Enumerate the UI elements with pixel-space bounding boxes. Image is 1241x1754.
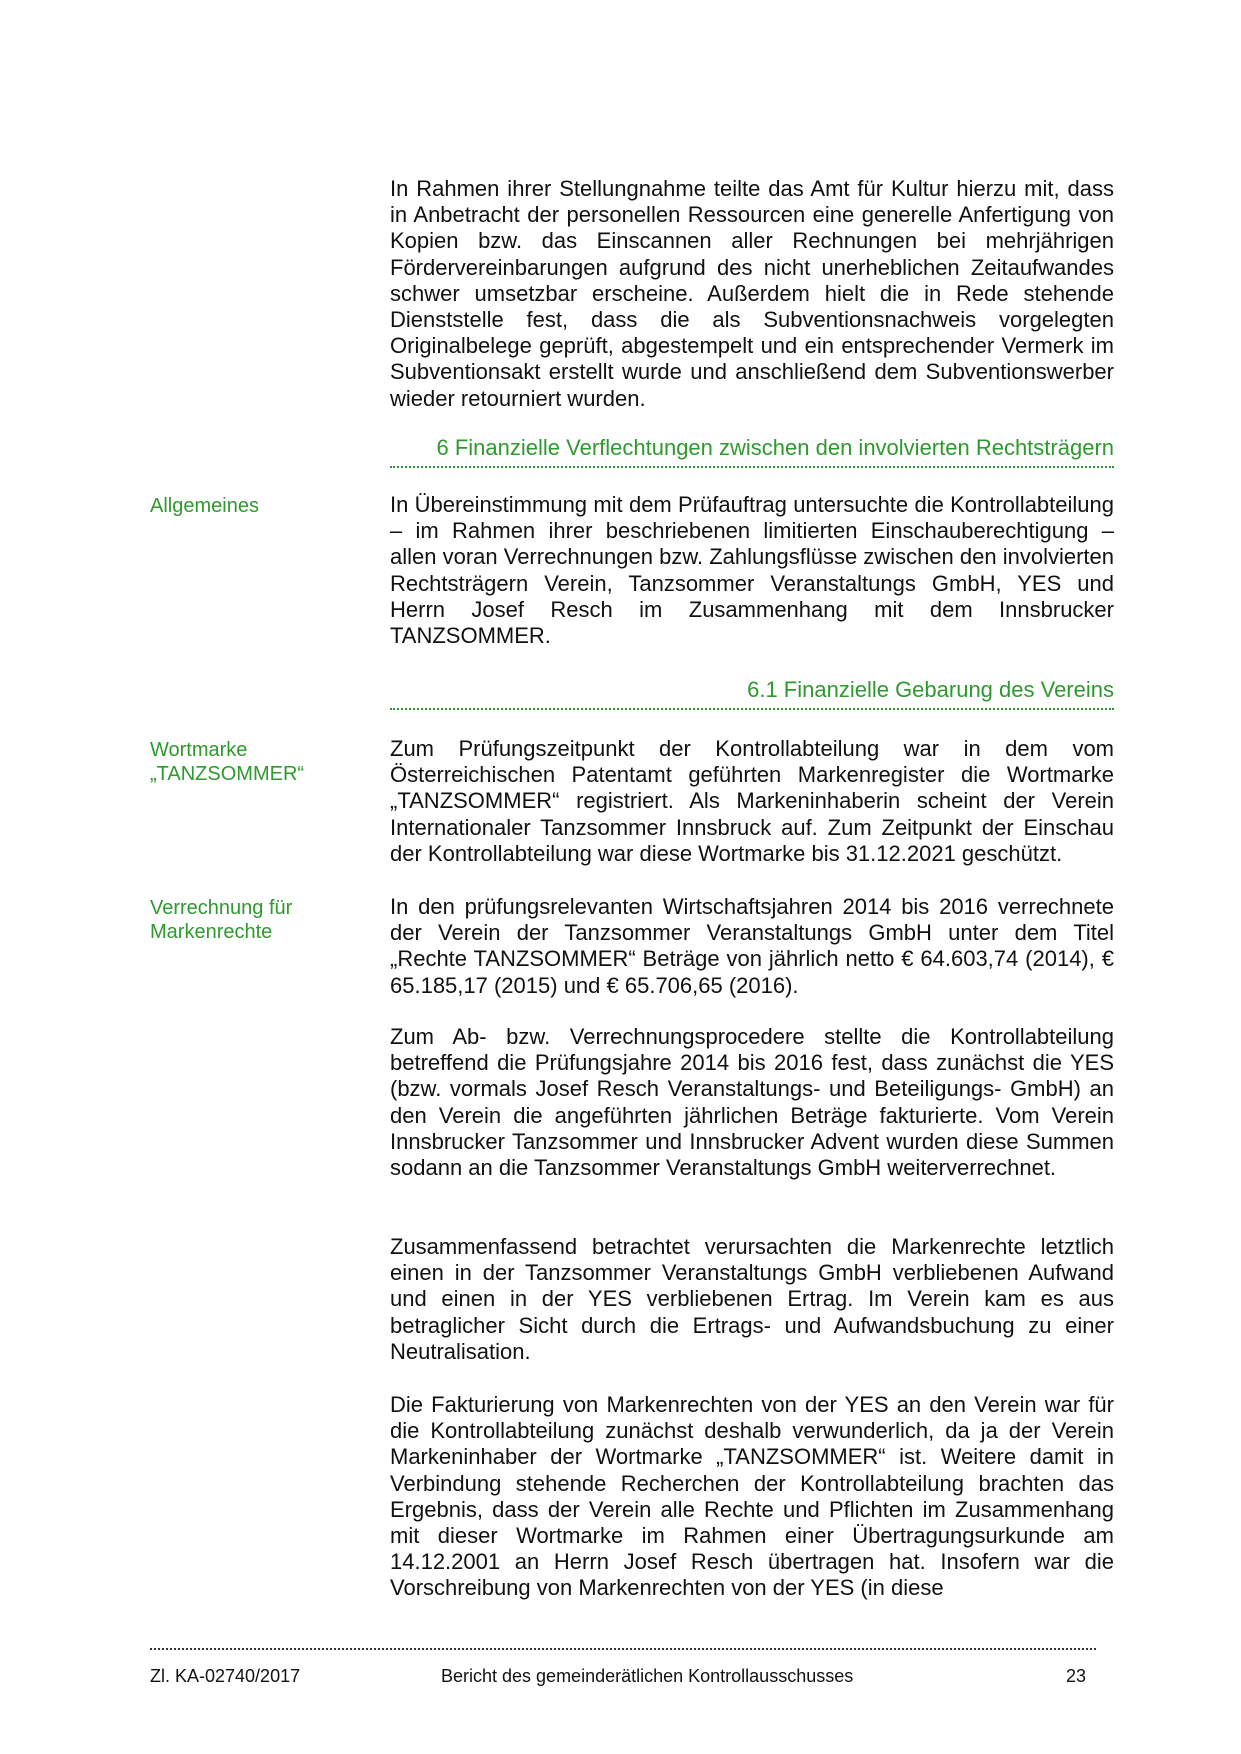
paragraph-verrechnungsprocedere: Zum Ab- bzw. Verrechnungsprocedere stellte die Kontrollabteilung betreffend die Prüfungsjahre 2014 bis 2016 fest, dass zunächst die YES (bzw. vormals Josef Resch Veranstaltungs- und Beteiligungs- GmbH) an den Verein die angeführten jährlichen Beträge fakturierte. Vom Verein Innsbrucker Tanzsommer und Innsbrucker Advent wurden diese Summen sodann an die Tanzsommer Veranstaltungs GmbH weiterverrechnet. <box>390 1024 1114 1181</box>
footer-page-number: 23 <box>1066 1666 1087 1686</box>
side-label-allgemeines: Allgemeines <box>150 495 259 517</box>
side-label-wortmarke-line2: „TANZSOMMER“ <box>150 763 305 785</box>
paragraph-wortmarke: Zum Prüfungszeitpunkt der Kontrollabteilung war in dem vom Österreichischen Patentamt geführten Markenregister die Wortmarke „TANZSOMMER“ registriert. Als Markeninhaberin scheint der Verein Internationaler Tanzsommer Innsbruck auf. Zum Zeitpunkt der Einschau der Kontrollabteilung war diese Wortmarke bis 31.12.2021 geschützt. <box>390 736 1114 866</box>
side-label-verrechnung-line1: Verrechnung für <box>150 897 293 919</box>
footer-report-title: Bericht des gemeinderätlichen Kontrollausschusses <box>441 1666 854 1686</box>
side-label-verrechnung <box>150 896 360 944</box>
section-heading-6: 6 Finanzielle Verflechtungen zwischen den involvierten Rechtsträgern <box>390 434 1114 468</box>
paragraph-verrechnung: In den prüfungsrelevanten Wirtschaftsjahren 2014 bis 2016 verrechnete der Verein der Tanzsommer Veranstaltungs GmbH unter dem Titel „Rechte TANZSOMMER“ Beträge von jährlich netto € 64.603,74 (2014), € 65.185,17 (2015) und € 65.706,65 (2016). <box>390 894 1114 998</box>
footer-reference: Zl. KA-02740/2017 <box>150 1666 301 1686</box>
footer-divider <box>150 1648 1096 1650</box>
paragraph-zusammenfassend: Zusammenfassend betrachtet verursachten die Markenrechte letztlich einen in der Tanzsommer Veranstaltungs GmbH verbliebenen Aufwand und einen in der YES verbliebenen Ertrag. Im Verein kam es aus betraglicher Sicht durch die Ertrags- und Aufwandsbuchung zu einer Neutralisation. <box>390 1234 1114 1364</box>
paragraph-pruefauftrag: In Übereinstimmung mit dem Prüfauftrag untersuchte die Kontrollabteilung – im Rahmen ihrer beschriebenen limitierten Einschauberechtigung – allen voran Verrechnungen bzw. Zahlungsflüsse zwischen den involvierten Rechtsträgern Verein, Tanzsommer Veranstaltungs GmbH, YES und Herrn Josef Resch im Zusammenhang mit dem Innsbrucker TANZSOMMER. <box>390 492 1114 649</box>
side-label-wortmarke <box>150 738 360 786</box>
side-label-verrechnung-line2: Markenrechte <box>150 921 273 943</box>
paragraph-fakturierung: Die Fakturierung von Markenrechten von der YES an den Verein war für die Kontrollabteilung zunächst deshalb verwunderlich, da ja der Verein Markeninhaber der Wortmarke „TANZSOMMER“ ist. Weitere damit in Verbindung stehende Recherchen der Kontrollabteilung brachten das Ergebnis, dass der Verein alle Rechte und Pflichten im Zusammenhang mit dieser Wortmarke im Rahmen einer Übertragungsurkunde am 14.12.2001 an Herrn Josef Resch übertragen hat. Insofern war die Vorschreibung von Markenrechten von der YES (in diese <box>390 1392 1114 1601</box>
section-heading-6-1: 6.1 Finanzielle Gebarung des Vereins <box>390 676 1114 710</box>
side-label-wortmarke-line1: Wortmarke <box>150 739 248 761</box>
paragraph-stellungnahme: In Rahmen ihrer Stellungnahme teilte das Amt für Kultur hierzu mit, dass in Anbetracht der personellen Ressourcen eine generelle Anfertigung von Kopien bzw. das Einscannen aller Rechnungen bei mehrjährigen Fördervereinbarungen aufgrund des nicht unerheblichen Zeitaufwandes schwer umsetzbar erscheine. Außerdem hielt die in Rede stehende Dienststelle fest, dass die als Subventionsnachweis vorgelegten Originalbelege geprüft, abgestempelt und ein entsprechender Vermerk im Subventionsakt erstellt wurde und anschließend dem Subventionswerber wieder retourniert wurden. <box>390 176 1114 411</box>
